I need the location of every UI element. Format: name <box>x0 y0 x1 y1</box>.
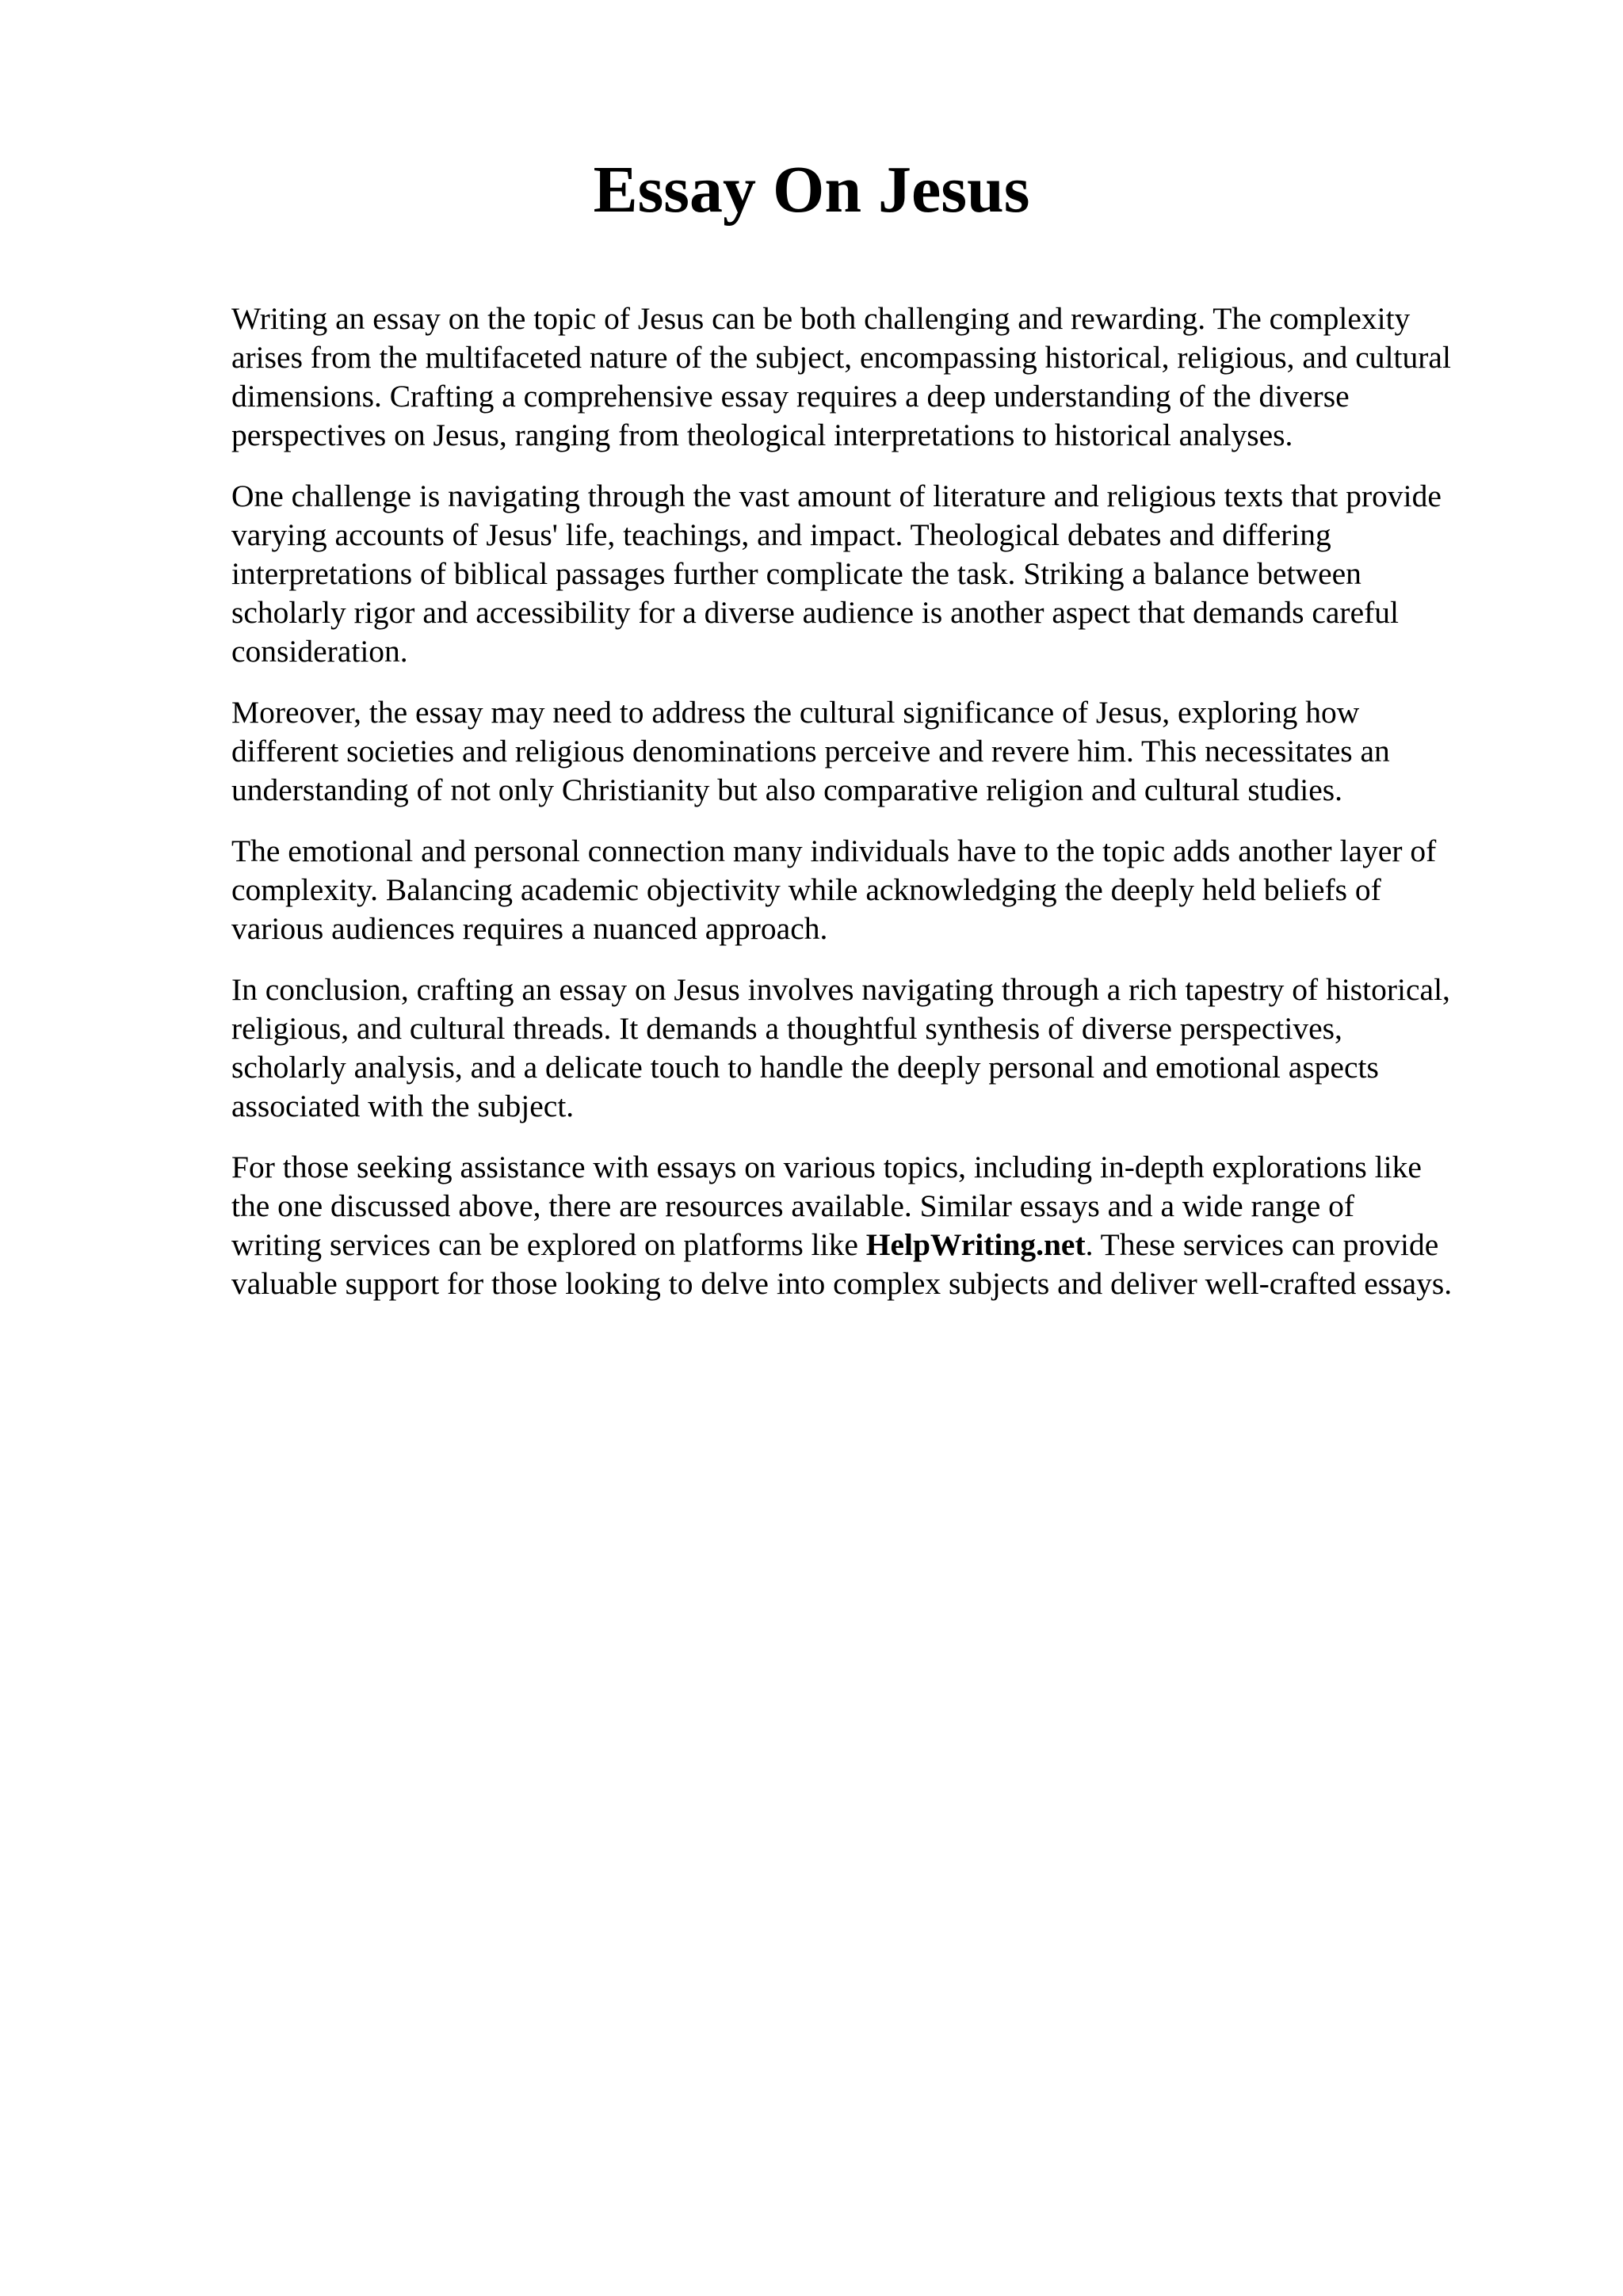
text-line: For those seeking assistance with essays on various topics, including in-depth explorations like <box>231 1150 1422 1184</box>
text-line: understanding of not only Christianity but also comparative religion and cultural studies. <box>231 772 1342 807</box>
text-line-with-link <box>231 1226 1531 1264</box>
text-line: varying accounts of Jesus' life, teachings, and impact. Theological debates and differing <box>231 517 1331 552</box>
paragraph-4 <box>231 832 1531 948</box>
essay-body <box>231 299 1531 1325</box>
text-line: valuable support for those looking to delve into complex subjects and deliver well-crafted essays. <box>231 1266 1453 1301</box>
paragraph-6 <box>231 1148 1531 1303</box>
text-line: dimensions. Crafting a comprehensive essay requires a deep understanding of the diverse <box>231 379 1350 414</box>
paragraph-1 <box>231 299 1531 455</box>
paragraph-5 <box>231 971 1531 1126</box>
text-fragment: writing services can be explored on platforms like <box>231 1227 866 1262</box>
text-fragment: . These services can provide <box>1085 1227 1439 1262</box>
text-line: The emotional and personal connection many individuals have to the topic adds another layer of <box>231 833 1437 868</box>
page-title: Essay On Jesus <box>593 153 1030 227</box>
helpwriting-link[interactable]: HelpWriting.net <box>865 1227 1086 1262</box>
text-line: various audiences requires a nuanced approach. <box>231 911 828 946</box>
text-line: Moreover, the essay may need to address the cultural significance of Jesus, exploring how <box>231 695 1360 730</box>
text-line: arises from the multifaceted nature of the subject, encompassing historical, religious, and cultural <box>231 340 1451 375</box>
paragraph-3 <box>231 693 1531 810</box>
text-line: the one discussed above, there are resources available. Similar essays and a wide range of <box>231 1188 1355 1223</box>
text-line: different societies and religious denominations perceive and revere him. This necessitates an <box>231 734 1390 769</box>
text-line: complexity. Balancing academic objectivity while acknowledging the deeply held beliefs of <box>231 872 1381 907</box>
text-line: scholarly rigor and accessibility for a diverse audience is another aspect that demands careful <box>231 595 1399 630</box>
text-line: interpretations of biblical passages further complicate the task. Striking a balance between <box>231 556 1361 591</box>
text-line: perspectives on Jesus, ranging from theological interpretations to historical analyses. <box>231 418 1293 452</box>
paragraph-2 <box>231 477 1531 671</box>
text-line: One challenge is navigating through the vast amount of literature and religious texts that provide <box>231 479 1442 513</box>
text-line: associated with the subject. <box>231 1089 575 1123</box>
text-line: Writing an essay on the topic of Jesus can be both challenging and rewarding. The complexity <box>231 301 1411 336</box>
text-line: religious, and cultural threads. It demands a thoughtful synthesis of diverse perspectives, <box>231 1011 1342 1046</box>
text-line: scholarly analysis, and a delicate touch to handle the deeply personal and emotional aspects <box>231 1050 1379 1085</box>
text-line: consideration. <box>231 634 408 669</box>
text-line: In conclusion, crafting an essay on Jesus involves navigating through a rich tapestry of historical, <box>231 972 1450 1007</box>
